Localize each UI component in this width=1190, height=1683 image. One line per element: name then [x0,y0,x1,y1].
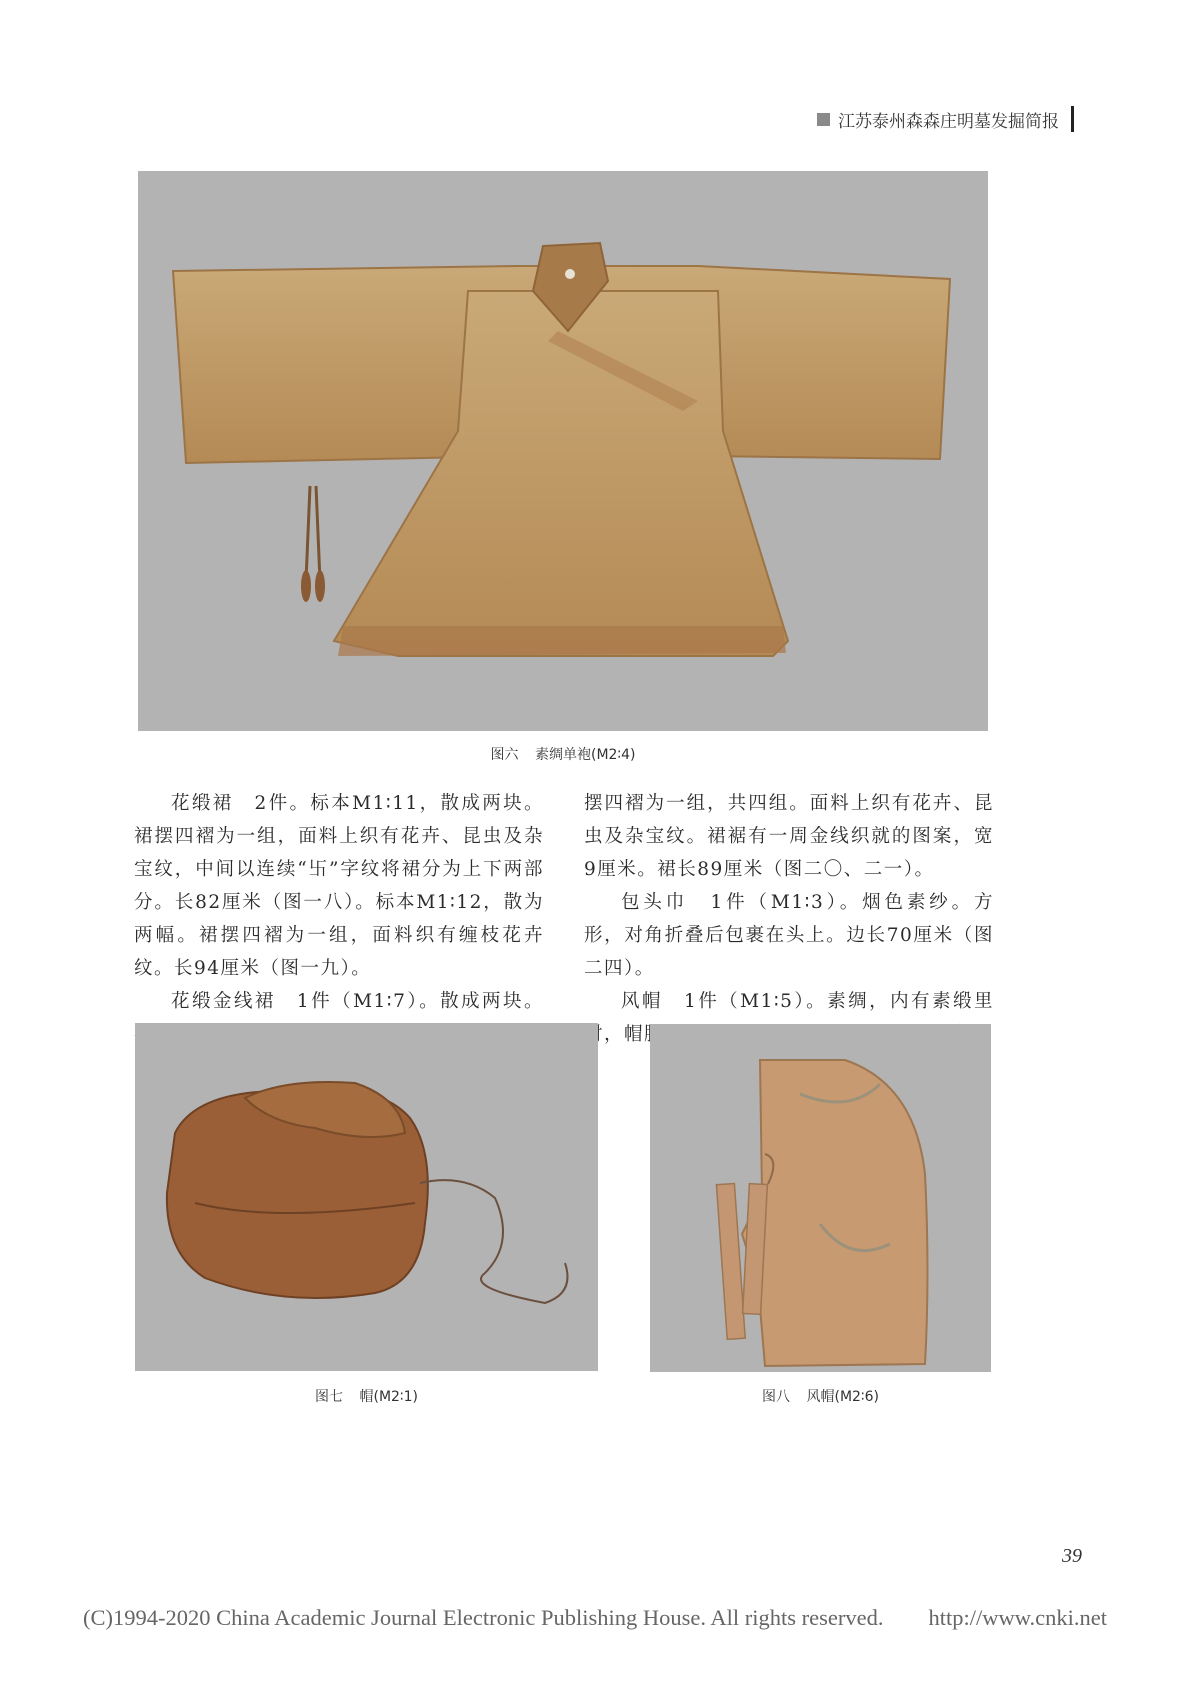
figure-6-label: 图六 [490,747,519,763]
figure-7-title: 帽(M2∶1) [359,1389,418,1405]
figure-8-title: 风帽(M2∶6) [806,1389,879,1405]
figure-8-hood-photo [650,1024,991,1372]
figure-7-hat-photo [135,1023,598,1371]
figure-7-caption [135,1386,598,1406]
paragraph-head-scarf: 包头巾 1件（M1∶3）。烟色素纱。方形，对角折叠后包裹在头上。边长70厘米（图二四）。 [584,892,994,979]
figure-7-label: 图七 [315,1389,344,1405]
copyright-footer: (C)1994-2020 China Academic Journal Electronic Publishing House. All rights reserved. http://www.cnki.net [83,1605,1107,1630]
page-number: 39 [1062,1545,1082,1567]
running-header [817,106,1074,132]
figure-8-label: 图八 [762,1389,791,1405]
header-square-marker [817,113,830,126]
paragraph-wind-hood: 风帽 1件（M1∶5）。素绸，内有素缎里衬，帽脑 [584,991,994,1045]
figure-8-caption [650,1386,991,1406]
paragraph-skirt-continued: 摆四褶为一组，共四组。面料上织有花卉、昆虫及杂宝纹。裙裾有一周金线织就的图案，宽9厘米。裙长89厘米（图二〇、二一）。 [584,793,994,880]
figure-6-robe-photo [138,171,988,731]
body-right-column [584,787,994,1051]
figure-6-title: 素绸单袍(M2∶4) [534,747,636,763]
header-bar-marker [1071,106,1074,132]
figure-6-caption [138,744,988,764]
body-left-column [134,787,544,1051]
paragraph-flower-satin-skirt: 花缎裙 2件。标本M1∶11，散成两块。裙摆四褶为一组，面料上织有花卉、昆虫及杂宝纹，中间以连续“卐”字纹将裙分为上下两部分。长82厘米（图一八）。标本M1∶12，散为两幅。裙摆四褶为一组，面料织有缠枝花卉纹。长94厘米（图一九）。 [134,793,544,979]
header-title: 江苏泰州森森庄明墓发掘简报 [838,111,1059,132]
paragraph-gold-thread-skirt: 花缎金线裙 1件（M1∶7）。散成两块。 [171,991,544,1012]
